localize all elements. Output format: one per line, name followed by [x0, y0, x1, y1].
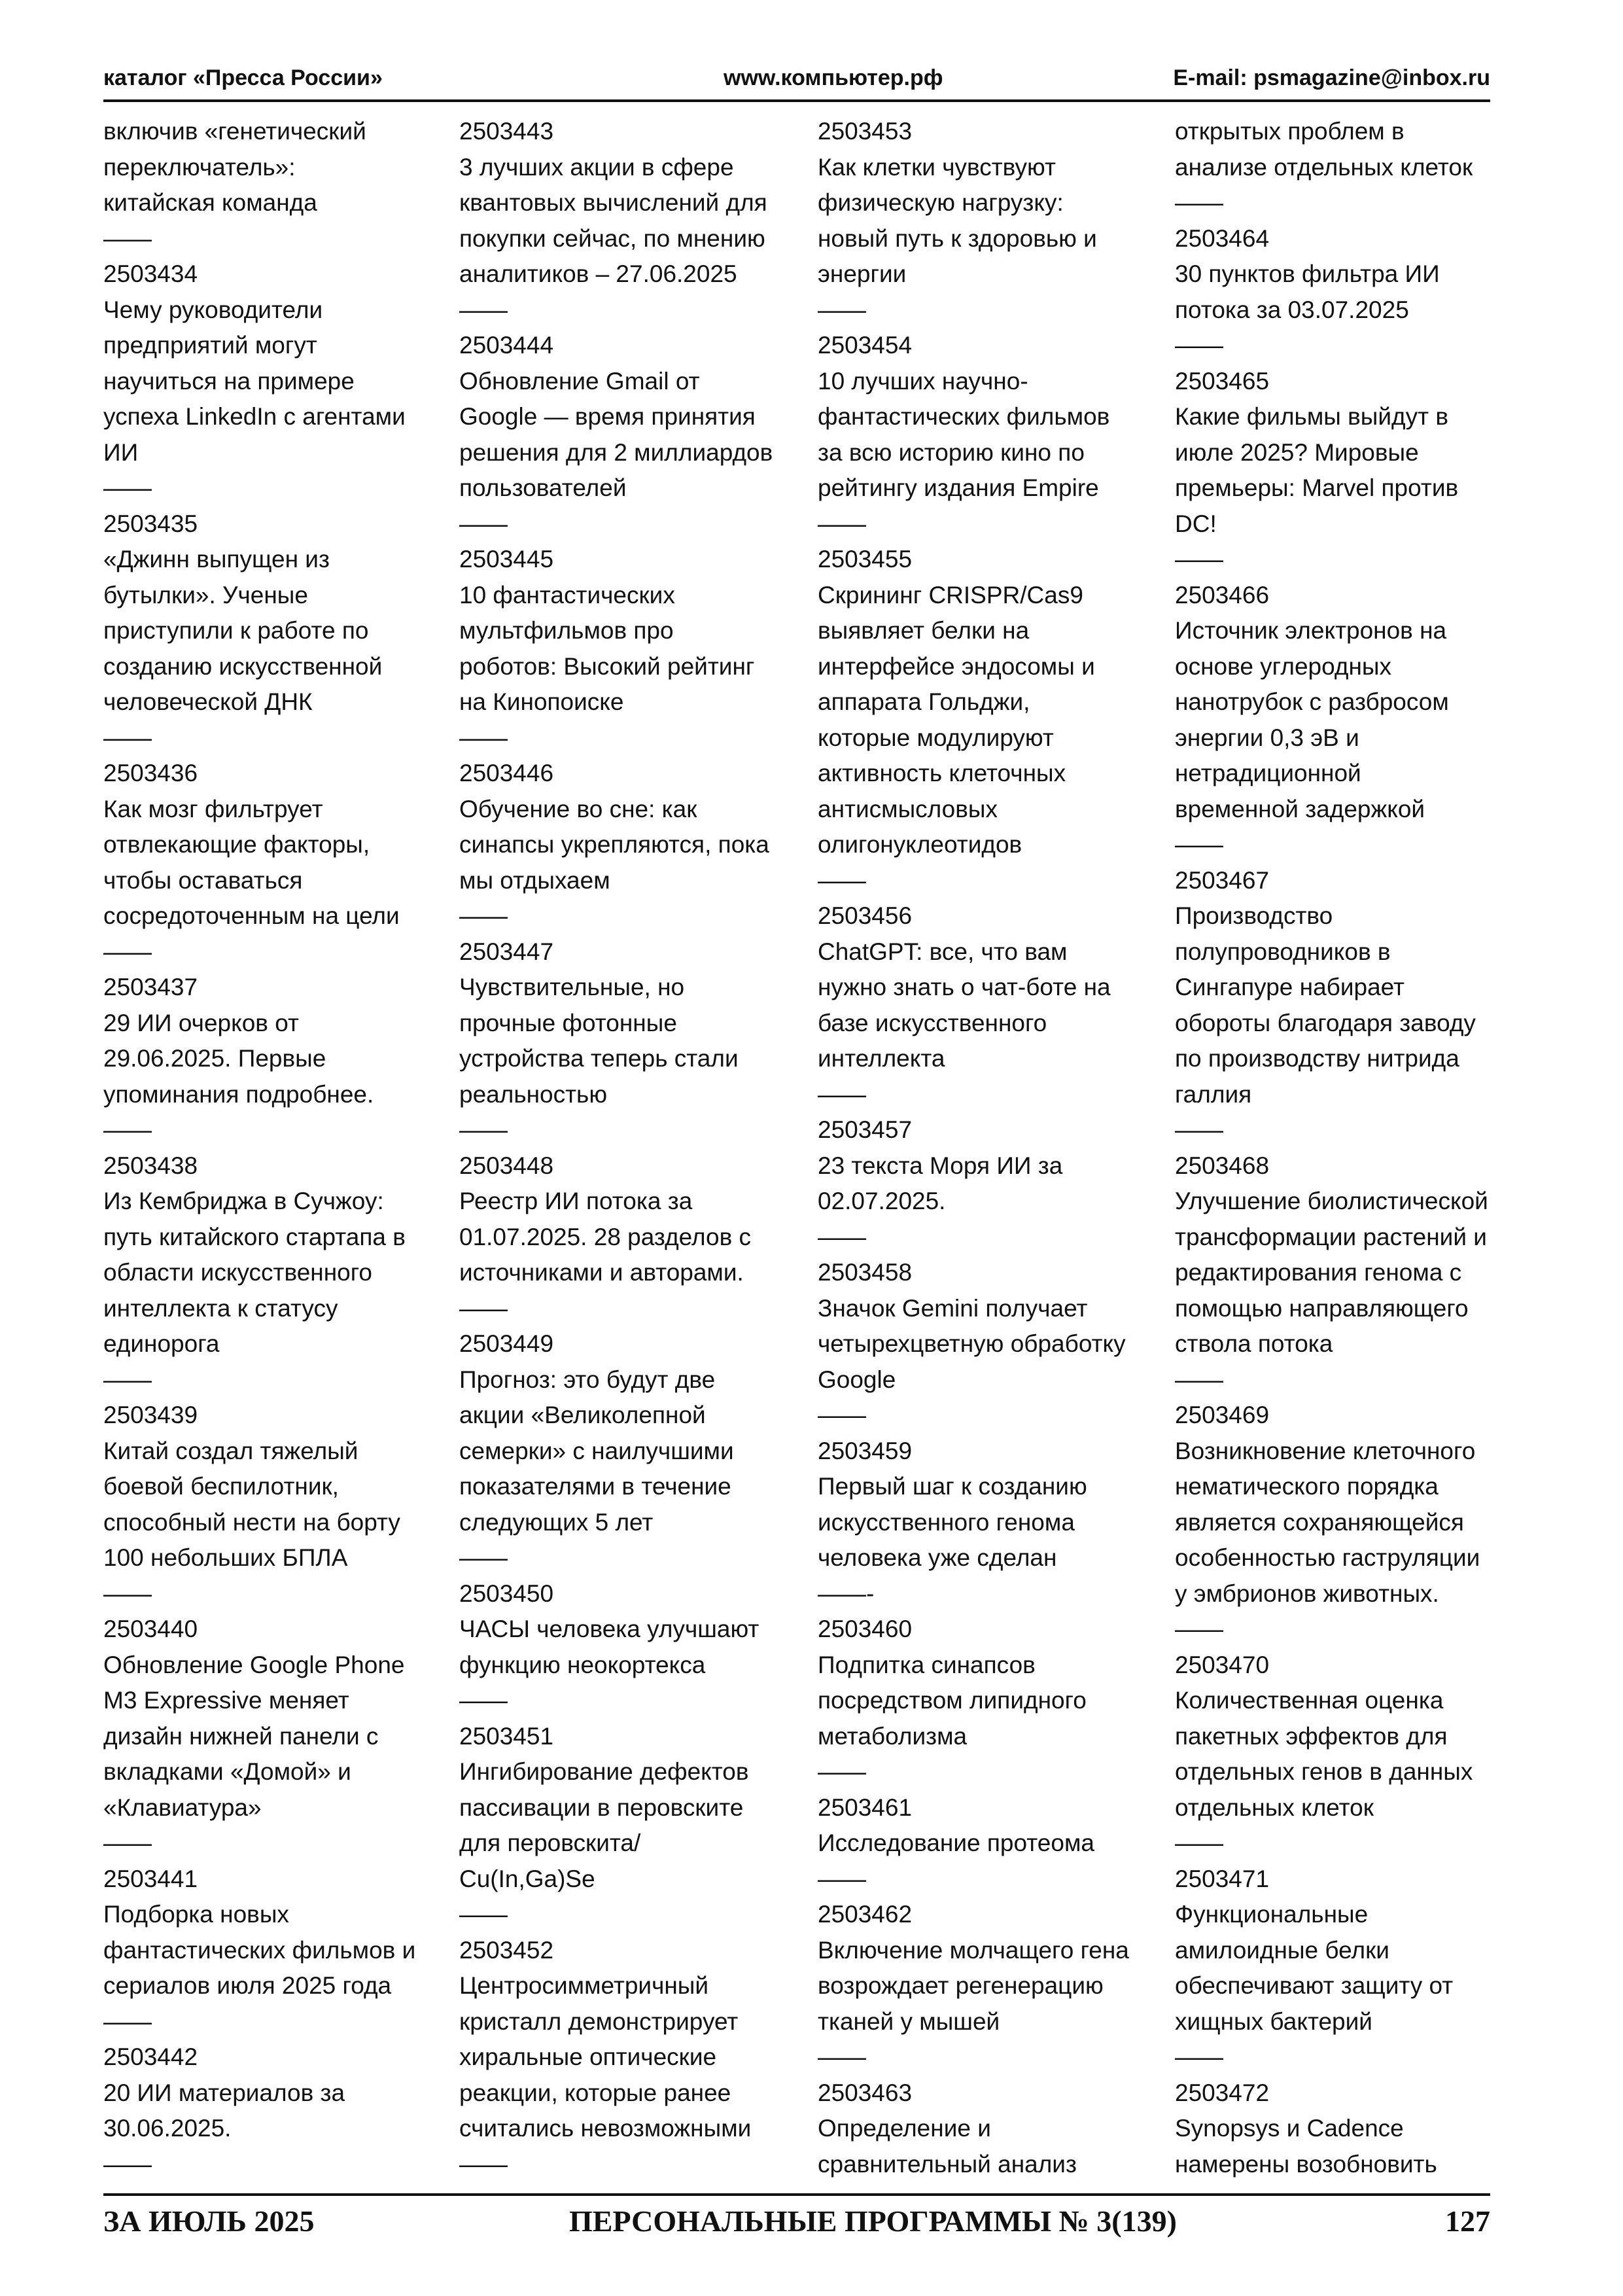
catalog-entry [459, 328, 799, 542]
entry-separator: —— [459, 1687, 508, 1714]
entry-code: 2503463 [818, 2079, 913, 2106]
entry-title: Функциональные амилоидные белки обеспечивают защиту от хищных бактерий [1175, 1901, 1454, 2035]
catalog-entry [103, 114, 444, 256]
catalog-entry [1175, 114, 1515, 221]
entry-title: 20 ИИ материалов за 30.06.2025. [103, 2079, 345, 2142]
entry-separator: —— [459, 1544, 508, 1571]
catalog-entry [1175, 1398, 1515, 1648]
header-website: www.компьютер.рф [724, 65, 943, 90]
entry-code: 2503461 [818, 1793, 913, 1821]
entry-separator: —— [459, 2150, 508, 2178]
catalog-entry [1175, 2075, 1515, 2183]
catalog-entry [103, 506, 444, 756]
entry-separator: —— [103, 1116, 152, 1143]
entry-separator: —— [818, 1223, 866, 1250]
entry-code: 2503458 [818, 1259, 913, 1286]
entry-title: включив «генетический переключатель»: китайская команда [103, 118, 366, 216]
entry-separator: —— [818, 296, 866, 323]
catalog-entry [1175, 364, 1515, 578]
entry-separator: —— [818, 1080, 866, 1108]
entry-title: Synopsys и Cadence намерены возобновить [1175, 2115, 1437, 2178]
entry-code: 2503447 [459, 938, 554, 965]
entry-separator: —— [818, 510, 866, 537]
catalog-entry [459, 542, 799, 756]
entry-separator: —— [818, 1758, 866, 1785]
entry-title: Скрининг CRISPR/Cas9 выявляет белки на интерфейсе эндосомы и аппарата Гольджи, которые модулируют активность клеточных антисмысловых олигонуклеотидов [818, 581, 1095, 858]
catalog-entry [818, 1612, 1158, 1790]
entry-code: 2503454 [818, 332, 913, 359]
entry-code: 2503436 [103, 760, 198, 786]
catalog-entry [103, 1398, 444, 1612]
entry-code: 2503464 [1175, 224, 1270, 252]
entry-title: Как мозг фильтрует отвлекающие факторы, чтобы оставаться сосредоточенным на цели [103, 795, 400, 929]
column-3 [818, 114, 1158, 2182]
entry-title: 29 ИИ очерков от 29.06.2025. Первые упоминания подробнее. [103, 1009, 374, 1108]
entry-code: 2503446 [459, 760, 554, 786]
entry-title: Количественная оценка пакетных эффектов для отдельных генов в данных отдельных клеток [1175, 1687, 1473, 1821]
catalog-entry [818, 542, 1158, 898]
entry-title: Ингибирование дефектов пассивации в перовските для перовскита/ Cu(In,Ga)Se [459, 1758, 749, 1892]
entry-separator: —— [818, 1402, 866, 1428]
page-footer [103, 2200, 1490, 2246]
entry-title: 30 пунктов фильтра ИИ потока за 03.07.2025 [1175, 260, 1440, 323]
entry-separator: —— [818, 1865, 866, 1892]
catalog-entry [103, 970, 444, 1148]
entry-title: Подпитка синапсов посредством липидного метаболизма [818, 1651, 1087, 1750]
catalog-entry [103, 256, 444, 506]
entry-code: 2503450 [459, 1580, 554, 1607]
entry-separator: —— [1175, 1829, 1223, 1856]
entry-code: 2503448 [459, 1152, 554, 1179]
catalog-entry [103, 756, 444, 970]
catalog-entry [818, 898, 1158, 1112]
catalog-entry [1175, 578, 1515, 863]
entry-code: 2503452 [459, 1936, 554, 1964]
page-number: 127 [1445, 2204, 1490, 2238]
entry-code: 2503457 [818, 1116, 913, 1143]
entry-title: Возникновение клеточного нематического порядка является сохраняющейся особенностью гаструляции у эмбрионов животных. [1175, 1437, 1480, 1607]
entry-title: Китай создал тяжелый боевой беспилотник, способный нести на борту 100 небольших БПЛА [103, 1437, 400, 1571]
catalog-entry [1175, 221, 1515, 364]
entry-code: 2503468 [1175, 1152, 1270, 1179]
catalog-entry [459, 1576, 799, 1719]
entry-code: 2503435 [103, 510, 198, 537]
entry-code: 2503439 [103, 1402, 198, 1428]
entry-title: Реестр ИИ потока за 01.07.2025. 28 разделов с источниками и авторами. [459, 1188, 752, 1286]
entry-title: Включение молчащего гена возрождает регенерацию тканей у мышей [818, 1936, 1129, 2035]
entry-separator: —— [459, 902, 508, 929]
catalog-entry [818, 1434, 1158, 1612]
entry-code: 2503449 [459, 1330, 554, 1357]
entry-title: Обучение во сне: как синапсы укрепляются, пока мы отдыхаем [459, 795, 769, 894]
entry-title: 10 лучших научно- фантастических фильмов за всю историю кино по рейтингу издания Empire [818, 367, 1110, 501]
page-header [103, 63, 1490, 96]
catalog-entry [818, 2075, 1158, 2183]
entry-separator: —— [1175, 1616, 1223, 1642]
entry-code: 2503438 [103, 1152, 198, 1179]
entry-title: Как клетки чувствуют физическую нагрузку: новый путь к здоровью и энергии [818, 153, 1097, 287]
catalog-entry [459, 1326, 799, 1576]
entry-separator: —— [1175, 546, 1223, 573]
column-4 [1175, 114, 1515, 2182]
entry-title: Обновление Google Phone M3 Expressive меняет дизайн нижней панели с вкладками «Домой» и «Клавиатура» [103, 1651, 405, 1821]
entry-code: 2503455 [818, 546, 913, 573]
footer-magazine-title: ПЕРСОНАЛЬНЫЕ ПРОГРАММЫ № 3(139) [569, 2204, 1177, 2238]
entry-title: 23 текста Моря ИИ за 02.07.2025. [818, 1152, 1063, 1214]
entry-separator: —— [459, 1901, 508, 1928]
footer-issue-month: ЗА ИЮЛЬ 2025 [103, 2204, 315, 2238]
entry-title: Прогноз: это будут две акции «Великолепной семерки» с наилучшими показателями в течение следующих 5 лет [459, 1366, 734, 1536]
entry-code: 2503456 [818, 902, 913, 929]
entry-title: 3 лучших акции в сфере квантовых вычислений для покупки сейчас, по мнению аналитиков – 27.06.2025 [459, 153, 767, 287]
catalog-entry [459, 114, 799, 328]
entry-separator: —— [1175, 1116, 1223, 1143]
entry-code: 2503442 [103, 2043, 198, 2070]
entry-separator: —— [459, 1294, 508, 1322]
entry-separator: —— [103, 938, 152, 965]
entry-code: 2503462 [818, 1901, 913, 1928]
entry-title: ChatGPT: все, что вам нужно знать о чат-боте на базе искусственного интеллекта [818, 938, 1111, 1072]
catalog-entry [818, 1790, 1158, 1898]
entry-separator: —— [1175, 189, 1223, 216]
entry-title: Источник электронов на основе углеродных нанотрубок с разбросом энергии 0,3 эВ и нетрадиционной временной задержкой [1175, 617, 1449, 822]
entry-separator: —— [103, 1580, 152, 1607]
catalog-entry [818, 1112, 1158, 1255]
entry-separator: —— [459, 1116, 508, 1143]
entry-title: Исследование протеома [818, 1829, 1094, 1856]
footer-rule [103, 2193, 1490, 2196]
catalog-entry [459, 756, 799, 934]
entry-code: 2503453 [818, 118, 913, 145]
entry-separator: —— [103, 1366, 152, 1393]
entry-separator: —— [103, 1829, 152, 1856]
catalog-entry [1175, 1148, 1515, 1398]
catalog-entry [103, 1612, 444, 1862]
catalog-entry [459, 1148, 799, 1327]
catalog-entry [1175, 1862, 1515, 2075]
column-1 [103, 114, 444, 2182]
entry-separator: —— [103, 724, 152, 751]
entry-code: 2503451 [459, 1722, 554, 1750]
catalog-entry [818, 328, 1158, 542]
entry-title: Определение и сравнительный анализ [818, 2115, 1077, 2178]
entry-code: 2503434 [103, 260, 198, 287]
catalog-entry [459, 1933, 799, 2183]
entry-separator: —— [103, 2150, 152, 2178]
entry-code: 2503440 [103, 1616, 198, 1642]
entry-title: Значок Gemini получает четырехцветную обработку Google [818, 1294, 1126, 1393]
header-email: E-mail: psmagazine@inbox.ru [1173, 65, 1490, 90]
entry-separator: —— [818, 2043, 866, 2070]
entry-code: 2503437 [103, 974, 198, 1000]
entry-code: 2503470 [1175, 1651, 1270, 1678]
catalog-entry [103, 1148, 444, 1398]
entry-code: 2503443 [459, 118, 554, 145]
entry-title: Из Кембриджа в Сучжоу: путь китайского стартапа в области искусственного интеллекта к статусу единорога [103, 1188, 406, 1357]
entry-title: «Джинн выпущен из бутылки». Ученые приступили к работе по созданию искусственной человеческой ДНК [103, 546, 383, 715]
entry-separator: —— [459, 296, 508, 323]
entry-title: Первый шаг к созданию искусственного генома человека уже сделан [818, 1473, 1087, 1571]
catalog-entry [818, 1255, 1158, 1434]
entry-title: Чувствительные, но прочные фотонные устройства теперь стали реальностью [459, 974, 739, 1108]
entry-separator: —— [103, 2007, 152, 2035]
entry-title: открытых проблем в анализе отдельных клеток [1175, 118, 1473, 181]
entry-code: 2503467 [1175, 866, 1270, 894]
entry-code: 2503441 [103, 1865, 198, 1892]
header-rule [103, 99, 1490, 102]
entry-separator: ——- [818, 1580, 875, 1607]
entry-code: 2503445 [459, 546, 554, 573]
catalog-entry [459, 1719, 799, 1933]
catalog-entry [103, 2040, 444, 2182]
entry-title: Улучшение биолистической трансформации растений и редактирования генома с помощью направляющего ствола потока [1175, 1188, 1488, 1357]
entry-separator: —— [459, 724, 508, 751]
catalog-entry [1175, 1648, 1515, 1862]
entry-separator: —— [103, 474, 152, 501]
catalog-entry [103, 1862, 444, 2040]
catalog-entry [459, 934, 799, 1148]
entry-separator: —— [103, 224, 152, 252]
catalog-entry [818, 1897, 1158, 2075]
entry-title: Чему руководители предприятий могут научиться на примере успеха LinkedIn с агентами ИИ [103, 296, 406, 466]
entry-separator: —— [459, 510, 508, 537]
entry-separator: —— [1175, 332, 1223, 359]
entry-title: Обновление Gmail от Google — время принятия решения для 2 миллиардов пользователей [459, 367, 773, 501]
entry-title: 10 фантастических мультфильмов про роботов: Высокий рейтинг на Кинопоиске [459, 581, 755, 715]
entry-title: Центросимметричный кристалл демонстрирует хиральные оптические реакции, которые ранее считались невозможными [459, 1972, 752, 2142]
entry-code: 2503469 [1175, 1402, 1270, 1428]
entry-code: 2503460 [818, 1616, 913, 1642]
header-catalog-text: каталог «Пресса России» [103, 65, 383, 90]
catalog-entry [1175, 863, 1515, 1148]
entry-title: Подборка новых фантастических фильмов и сериалов июля 2025 года [103, 1901, 416, 1999]
entry-title: Производство полупроводников в Сингапуре набирает обороты благодаря заводу по производству нитрида галлия [1175, 902, 1476, 1108]
entry-code: 2503465 [1175, 367, 1270, 395]
catalog-entry [818, 114, 1158, 328]
entry-code: 2503471 [1175, 1865, 1270, 1892]
entry-separator: —— [1175, 1366, 1223, 1393]
entry-code: 2503472 [1175, 2079, 1270, 2106]
entry-code: 2503459 [818, 1437, 913, 1464]
entry-separator: —— [1175, 831, 1223, 858]
entry-separator: —— [818, 866, 866, 894]
entry-separator: —— [1175, 2043, 1223, 2070]
entry-code: 2503466 [1175, 581, 1270, 609]
entry-title: ЧАСЫ человека улучшают функцию неокортекса [459, 1616, 759, 1678]
column-2 [459, 114, 799, 2182]
entry-code: 2503444 [459, 332, 554, 359]
entry-title: Какие фильмы выйдут в июле 2025? Мировые премьеры: Marvel против DC! [1175, 403, 1459, 537]
